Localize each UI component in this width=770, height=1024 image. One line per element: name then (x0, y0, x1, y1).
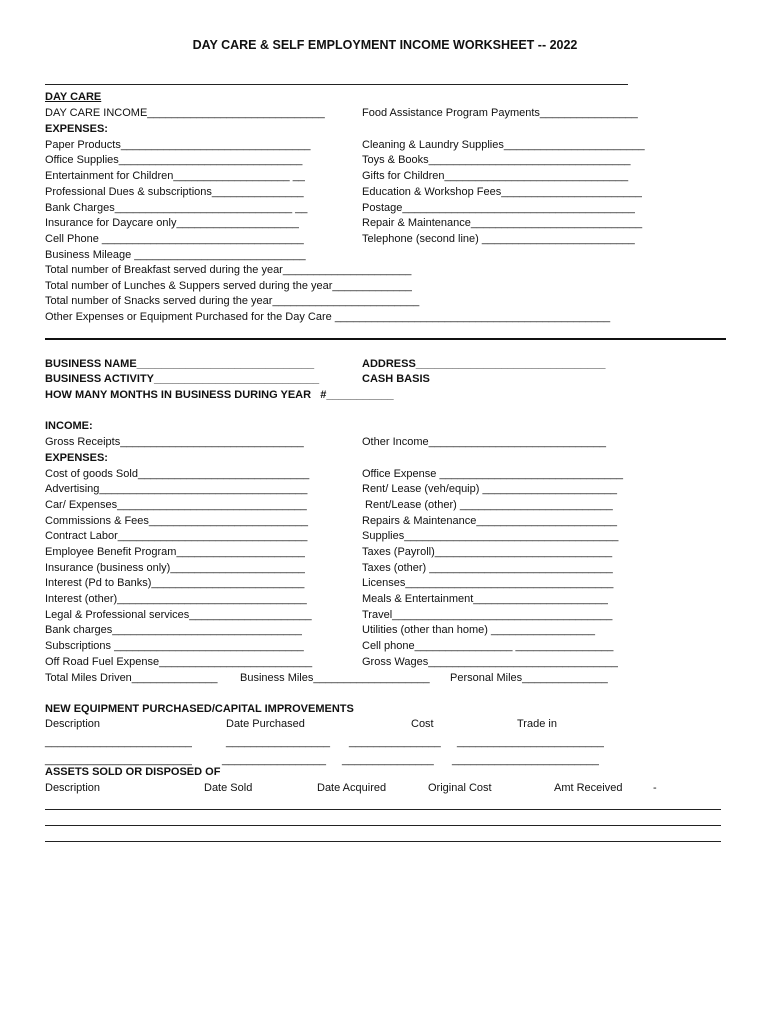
office-expense-field[interactable]: Office Expense ______________________________ (362, 468, 623, 480)
assets-col-description: Description (45, 782, 101, 794)
off-road-fuel-field[interactable]: Off Road Fuel Expense_________________________ (45, 656, 313, 668)
income-heading: INCOME: (45, 420, 93, 432)
insurance-daycare-field[interactable]: Insurance for Daycare only____________________ (45, 217, 299, 229)
commissions-fees-field[interactable]: Commissions & Fees__________________________ (45, 515, 308, 527)
rent-lease-other-field[interactable]: Rent/Lease (other) _________________________ (362, 499, 613, 511)
months-in-business-field[interactable]: HOW MANY MONTHS IN BUSINESS DURING YEAR #___________ (45, 389, 394, 401)
interest-banks-field[interactable]: Interest (Pd to Banks)_________________________ (45, 577, 305, 589)
business-bank-charges-field[interactable]: Bank charges_______________________________ (45, 624, 302, 636)
equipment-col-date: Date Purchased (226, 718, 305, 730)
supplies-field[interactable]: Supplies___________________________________ (362, 530, 619, 542)
assets-blank-line-2[interactable] (45, 825, 721, 826)
lunches-count-field[interactable]: Total number of Lunches & Suppers served during the year_____________ (45, 280, 412, 292)
assets-col-date-sold: Date Sold (204, 782, 253, 794)
employee-benefit-field[interactable]: Employee Benefit Program_____________________ (45, 546, 305, 558)
bank-charges-field[interactable]: Bank Charges_____________________________ __ (45, 202, 308, 214)
equipment-col-tradein: Trade in (517, 718, 557, 730)
equipment-row-1-date[interactable]: _________________ (226, 736, 331, 748)
postage-field[interactable]: Postage______________________________________ (362, 202, 635, 214)
page-title: DAY CARE & SELF EMPLOYMENT INCOME WORKSHEET -- 2022 (192, 38, 578, 52)
business-activity-field[interactable]: BUSINESS ACTIVITY___________________________ (45, 373, 320, 385)
repairs-maintenance-field[interactable]: Repairs & Maintenance_______________________ (362, 515, 618, 527)
rent-lease-vehicle-field[interactable]: Rent/ Lease (veh/equip) ______________________ (362, 483, 618, 495)
equipment-row-2-description[interactable]: ________________________ (45, 754, 192, 766)
paper-products-field[interactable]: Paper Products_______________________________ (45, 139, 311, 151)
subscriptions-field[interactable]: Subscriptions _______________________________ (45, 640, 304, 652)
repair-maintenance-field[interactable]: Repair & Maintenance____________________________ (362, 217, 643, 229)
telephone-second-line-field[interactable]: Telephone (second line) _________________________ (362, 233, 635, 245)
entertainment-children-field[interactable]: Entertainment for Children___________________ __ (45, 170, 305, 182)
meals-entertainment-field[interactable]: Meals & Entertainment______________________ (362, 593, 608, 605)
interest-other-field[interactable]: Interest (other)_______________________________ (45, 593, 307, 605)
taxes-payroll-field[interactable]: Taxes (Payroll)_____________________________ (362, 546, 613, 558)
assets-heading: ASSETS SOLD OR DISPOSED OF (45, 766, 221, 778)
personal-miles-field[interactable]: Personal Miles______________ (450, 672, 608, 684)
cash-basis-label: CASH BASIS (362, 373, 430, 385)
gross-receipts-field[interactable]: Gross Receipts______________________________ (45, 436, 304, 448)
breakfast-count-field[interactable]: Total number of Breakfast served during the year_____________________ (45, 264, 412, 276)
cell-phone-field[interactable]: Cell Phone _________________________________ (45, 233, 304, 245)
contract-labor-field[interactable]: Contract Labor_______________________________ (45, 530, 308, 542)
equipment-heading: NEW EQUIPMENT PURCHASED/CAPITAL IMPROVEMENTS (45, 703, 354, 715)
toys-books-field[interactable]: Toys & Books_________________________________ (362, 154, 631, 166)
equipment-row-2-date[interactable]: _________________ (222, 754, 327, 766)
gifts-children-field[interactable]: Gifts for Children______________________________ (362, 170, 629, 182)
taxes-other-field[interactable]: Taxes (other) ______________________________ (362, 562, 613, 574)
education-workshop-field[interactable]: Education & Workshop Fees_______________________ (362, 186, 642, 198)
insurance-business-field[interactable]: Insurance (business only)______________________ (45, 562, 305, 574)
business-cell-phone-field[interactable]: Cell phone________________ ________________ (362, 640, 614, 652)
assets-col-dash: - (653, 782, 657, 794)
food-assistance-field[interactable]: Food Assistance Program Payments________________ (362, 107, 638, 119)
equipment-row-2-cost[interactable]: _______________ (342, 754, 434, 766)
total-miles-field[interactable]: Total Miles Driven______________ (45, 672, 218, 684)
equipment-row-2-tradein[interactable]: ________________________ (452, 754, 599, 766)
equipment-row-1-cost[interactable]: _______________ (349, 736, 441, 748)
address-field[interactable]: ADDRESS_______________________________ (362, 358, 606, 370)
office-supplies-field[interactable]: Office Supplies______________________________ (45, 154, 303, 166)
legal-professional-field[interactable]: Legal & Professional services____________________ (45, 609, 312, 621)
advertising-field[interactable]: Advertising__________________________________ (45, 483, 308, 495)
assets-col-amt-received: Amt Received (554, 782, 623, 794)
daycare-expenses-heading: EXPENSES: (45, 123, 108, 135)
daycare-income-field[interactable]: DAY CARE INCOME_____________________________ (45, 107, 325, 119)
assets-col-date-acquired: Date Acquired (317, 782, 387, 794)
daycare-heading: DAY CARE (45, 91, 102, 103)
utilities-field[interactable]: Utilities (other than home) _________________ (362, 624, 595, 636)
business-miles-field[interactable]: Business Miles___________________ (240, 672, 430, 684)
assets-col-original-cost: Original Cost (428, 782, 492, 794)
equipment-col-cost: Cost (411, 718, 434, 730)
other-income-field[interactable]: Other Income_____________________________ (362, 436, 607, 448)
snacks-count-field[interactable]: Total number of Snacks served during the year________________________ (45, 295, 420, 307)
business-expenses-heading: EXPENSES: (45, 452, 108, 464)
business-mileage-field[interactable]: Business Mileage ____________________________ (45, 249, 306, 261)
equipment-col-description: Description (45, 718, 101, 730)
gross-wages-field[interactable]: Gross Wages_______________________________ (362, 656, 618, 668)
assets-blank-line-3[interactable] (45, 841, 721, 842)
business-name-field[interactable]: BUSINESS NAME_____________________________ (45, 358, 315, 370)
title-divider (45, 84, 628, 85)
cost-of-goods-field[interactable]: Cost of goods Sold____________________________ (45, 468, 310, 480)
equipment-row-1-description[interactable]: ________________________ (45, 736, 192, 748)
section-divider (45, 338, 726, 340)
travel-field[interactable]: Travel____________________________________ (362, 609, 613, 621)
other-expenses-field[interactable]: Other Expenses or Equipment Purchased for the Day Care _____________________________________________ (45, 311, 611, 323)
car-expenses-field[interactable]: Car/ Expenses_______________________________ (45, 499, 307, 511)
professional-dues-field[interactable]: Professional Dues & subscriptions_______________ (45, 186, 304, 198)
equipment-row-1-tradein[interactable]: ________________________ (457, 736, 604, 748)
assets-blank-line-1[interactable] (45, 809, 721, 810)
cleaning-laundry-field[interactable]: Cleaning & Laundry Supplies_______________________ (362, 139, 645, 151)
licenses-field[interactable]: Licenses__________________________________ (362, 577, 614, 589)
